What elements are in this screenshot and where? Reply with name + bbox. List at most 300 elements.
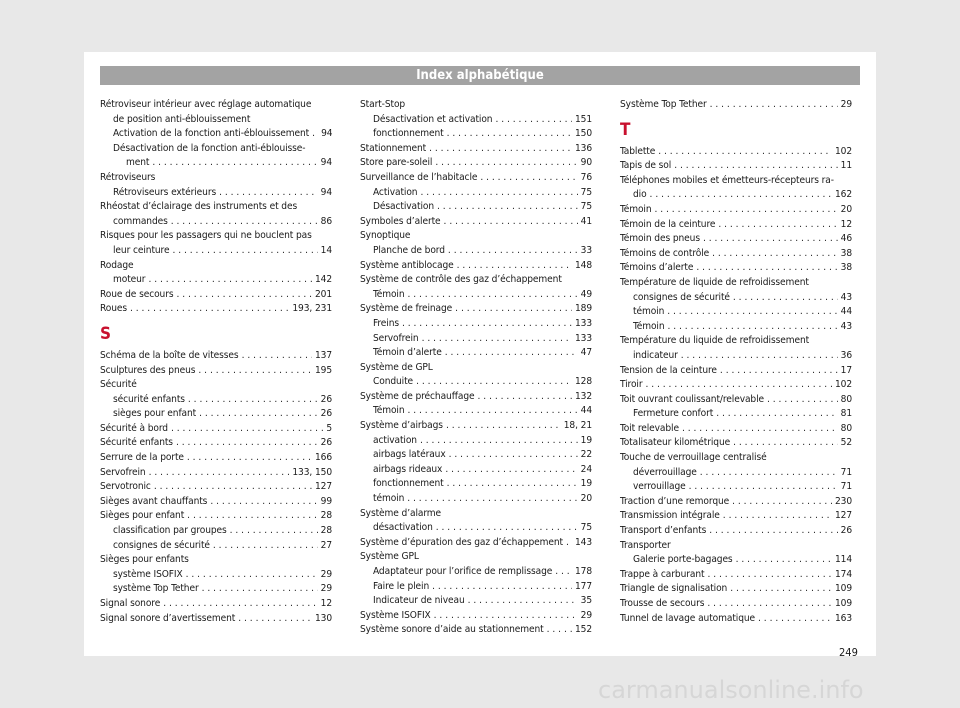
index-heading: Rodage <box>100 259 134 271</box>
entry-label: Témoin des pneus <box>620 233 700 245</box>
entry-label: Sécurité enfants <box>100 437 173 449</box>
dot-leader <box>148 273 312 288</box>
page-header: Index alphabétique <box>100 66 860 85</box>
index-entry <box>360 448 592 463</box>
dot-leader <box>703 232 838 247</box>
entry-page-ref: 28 <box>320 525 332 537</box>
index-entry <box>620 159 852 174</box>
dot-leader <box>408 288 578 303</box>
entry-label: Activation de la fonction anti-éblouissement <box>113 128 310 140</box>
entry-page-ref: 137 <box>314 349 332 361</box>
index-entry <box>620 305 852 320</box>
dot-leader <box>437 200 578 215</box>
entry-page-ref: 133 <box>574 332 592 344</box>
entry-page-ref: 189 <box>574 303 592 315</box>
index-column-3 <box>620 98 852 626</box>
index-entry <box>360 623 592 638</box>
entry-page-ref: 38 <box>840 262 852 274</box>
entry-label: Faire le plein <box>373 580 430 592</box>
entry-label: Système de freinage <box>360 303 453 315</box>
dot-leader <box>658 145 832 160</box>
entry-label: airbags rideaux <box>373 463 443 475</box>
index-entry <box>620 98 852 113</box>
dot-leader <box>448 244 578 259</box>
entry-page-ref: 80 <box>840 393 852 405</box>
dot-leader <box>171 422 323 437</box>
index-letter: T <box>620 119 631 140</box>
index-heading: Rétroviseurs <box>100 171 156 183</box>
dot-leader <box>720 364 838 379</box>
dot-leader <box>436 521 578 536</box>
index-entry <box>360 127 592 142</box>
dot-leader <box>733 436 838 451</box>
entry-page-ref: 27 <box>320 539 332 551</box>
watermark: carmanualsonline.info <box>598 676 864 704</box>
entry-label: Toit relevable <box>620 422 679 434</box>
index-heading: Risques pour les passagers qui ne bouclent pas <box>100 230 312 242</box>
entry-label: désactivation <box>373 522 433 534</box>
entry-label: Témoin <box>373 288 405 300</box>
index-entry <box>100 244 332 259</box>
entry-label: Système ISOFIX <box>360 609 431 621</box>
index-entry <box>360 302 592 317</box>
entry-label: Planche de bord <box>373 244 445 256</box>
entry-label: fonctionnement <box>373 478 444 490</box>
entry-page-ref: 99 <box>320 495 332 507</box>
entry-label: Fermeture confort <box>633 408 714 420</box>
entry-page-ref: 26 <box>320 437 332 449</box>
entry-page-ref: 29 <box>320 568 332 580</box>
dot-leader <box>447 127 572 142</box>
index-entry <box>620 524 852 539</box>
entry-page-ref: 195 <box>314 364 332 376</box>
entry-label: Tension de la ceinture <box>620 364 717 376</box>
index-entry <box>360 419 592 434</box>
entry-page-ref: 166 <box>314 452 332 464</box>
index-entry <box>620 393 852 408</box>
dot-leader <box>478 390 572 405</box>
index-entry <box>620 407 852 422</box>
index-heading: Température du liquide de refroidissement <box>620 335 810 347</box>
entry-label: Témoin <box>633 320 665 332</box>
index-entry <box>100 466 332 481</box>
entry-page-ref: 109 <box>834 583 852 595</box>
dot-leader <box>650 188 832 203</box>
entry-page-ref: 36 <box>840 349 852 361</box>
entry-label: moteur <box>113 274 146 286</box>
index-entry <box>620 247 852 262</box>
entry-page-ref: 71 <box>840 481 852 493</box>
index-entry <box>360 404 592 419</box>
entry-label: Témoins d’alerte <box>620 262 694 274</box>
entry-label: leur ceinture <box>113 244 170 256</box>
dot-leader <box>732 495 832 510</box>
dot-leader <box>446 419 561 434</box>
dot-leader <box>682 422 838 437</box>
index-entry <box>100 480 332 495</box>
index-entry <box>620 553 852 568</box>
entry-page-ref: 81 <box>840 408 852 420</box>
index-entry <box>360 171 592 186</box>
index-heading: Rétroviseur intérieur avec réglage automatique <box>100 99 312 110</box>
index-entry <box>100 302 332 317</box>
entry-label: Galerie porte-bagages <box>633 554 733 566</box>
entry-label: verrouillage <box>633 481 686 493</box>
entry-page-ref: 102 <box>834 379 852 391</box>
entry-label: Serrure de la porte <box>100 452 184 464</box>
entry-page-ref: 75 <box>580 522 592 534</box>
index-entry <box>100 597 332 612</box>
dot-leader <box>154 480 312 495</box>
index-heading: Système de GPL <box>360 361 433 373</box>
dot-leader <box>198 364 312 379</box>
index-heading: Téléphones mobiles et émetteurs-récepteurs ra- <box>620 174 834 186</box>
entry-page-ref: 177 <box>574 580 592 592</box>
entry-page-ref: 128 <box>574 376 592 388</box>
index-entry <box>620 203 852 218</box>
entry-page-ref: 29 <box>580 609 592 621</box>
entry-page-ref: 5 <box>326 422 332 434</box>
entry-page-ref: 114 <box>834 554 852 566</box>
index-entry <box>100 186 332 201</box>
dot-leader <box>455 302 572 317</box>
dot-leader <box>707 568 832 583</box>
dot-leader <box>420 434 578 449</box>
entry-label: fonctionnement <box>373 128 444 140</box>
entry-label: Transmission intégrale <box>620 510 720 522</box>
entry-label: Tiroir <box>620 379 643 391</box>
entry-page-ref: 33 <box>580 244 592 256</box>
dot-leader <box>407 492 577 507</box>
entry-label: indicateur <box>633 349 678 361</box>
index-entry <box>100 407 332 422</box>
entry-label: Désactivation <box>373 201 434 213</box>
dot-leader <box>689 480 838 495</box>
dot-leader <box>429 142 572 157</box>
entry-label: Témoins de contrôle <box>620 247 710 259</box>
entry-page-ref: 14 <box>320 244 332 256</box>
index-entry <box>360 317 592 332</box>
index-entry <box>360 288 592 303</box>
dot-leader <box>202 582 318 597</box>
index-entry <box>360 594 592 609</box>
page-number: 249 <box>839 646 858 659</box>
index-entry <box>100 568 332 583</box>
dot-leader <box>555 565 572 580</box>
index-entry <box>100 393 332 408</box>
entry-page-ref: 76 <box>580 171 592 183</box>
entry-label: Triangle de signalisation <box>620 583 728 595</box>
entry-label: activation <box>373 434 417 446</box>
index-entry <box>100 612 332 627</box>
dot-leader <box>445 463 577 478</box>
index-entry <box>360 565 592 580</box>
dot-leader <box>707 597 832 612</box>
dot-leader <box>681 349 838 364</box>
dot-leader <box>667 305 837 320</box>
entry-page-ref: 19 <box>580 434 592 446</box>
dot-leader <box>187 509 317 524</box>
entry-label: classification par groupes <box>113 525 227 537</box>
entry-page-ref: 150 <box>574 128 592 140</box>
index-heading: de position anti-éblouissement <box>113 113 251 125</box>
dot-leader <box>230 524 318 539</box>
entry-label: Totalisateur kilométrique <box>620 437 731 449</box>
dot-leader <box>736 553 832 568</box>
index-entry <box>620 436 852 451</box>
entry-label: Témoin <box>373 405 405 417</box>
dot-leader <box>422 332 572 347</box>
index-heading: Start-Stop <box>360 99 406 110</box>
entry-label: Schéma de la boîte de vitesses <box>100 349 239 361</box>
entry-page-ref: 174 <box>834 568 852 580</box>
index-entry <box>100 215 332 230</box>
entry-label: Système Top Tether <box>620 99 707 110</box>
index-entry <box>360 390 592 405</box>
dot-leader <box>645 378 831 393</box>
entry-label: témoin <box>633 306 665 318</box>
index-entry <box>100 273 332 288</box>
dot-leader <box>312 127 318 142</box>
entry-page-ref: 28 <box>320 510 332 522</box>
dot-leader <box>210 495 317 510</box>
entry-page-ref: 148 <box>574 259 592 271</box>
dot-leader <box>480 171 577 186</box>
entry-page-ref: 127 <box>314 481 332 493</box>
index-entry <box>360 200 592 215</box>
dot-leader <box>163 597 317 612</box>
entry-label: témoin <box>373 493 405 505</box>
entry-label: Système d’airbags <box>360 420 443 432</box>
entry-page-ref: 17 <box>840 364 852 376</box>
entry-page-ref: 26 <box>840 525 852 537</box>
entry-label: Sièges avant chauffants <box>100 495 208 507</box>
entry-label: Rétroviseurs extérieurs <box>113 186 217 198</box>
entry-label: commandes <box>113 215 168 227</box>
index-heading: Touche de verrouillage centralisé <box>620 452 767 464</box>
entry-label: Stationnement <box>360 142 427 154</box>
entry-page-ref: 152 <box>574 624 592 636</box>
entry-label: Système d’épuration des gaz d’échappement <box>360 536 563 548</box>
entry-page-ref: 41 <box>580 215 592 227</box>
entry-page-ref: 230 <box>834 495 852 507</box>
entry-label: Roues <box>100 303 127 315</box>
index-entry <box>620 349 852 364</box>
dot-leader <box>199 407 318 422</box>
index-entry <box>620 188 852 203</box>
index-entry <box>360 492 592 507</box>
entry-page-ref: 12 <box>840 218 852 230</box>
entry-page-ref: 75 <box>580 201 592 213</box>
dot-leader <box>172 244 317 259</box>
index-column-1 <box>100 98 332 626</box>
index-heading: Synoptique <box>360 230 411 242</box>
entry-page-ref: 20 <box>580 493 592 505</box>
index-entry <box>100 436 332 451</box>
entry-page-ref: 80 <box>840 422 852 434</box>
index-entry <box>620 582 852 597</box>
dot-leader <box>435 156 577 171</box>
index-entry <box>620 320 852 335</box>
entry-page-ref: 90 <box>580 157 592 169</box>
index-entry <box>620 480 852 495</box>
entry-label: Témoin de la ceinture <box>620 218 716 230</box>
dot-leader <box>432 580 572 595</box>
dot-leader <box>176 288 312 303</box>
entry-label: Trappe à carburant <box>620 568 705 580</box>
index-entry <box>360 536 592 551</box>
entry-page-ref: 46 <box>840 233 852 245</box>
index-entry <box>100 156 332 171</box>
dot-leader <box>402 317 572 332</box>
dot-leader <box>710 98 838 113</box>
index-entry <box>360 463 592 478</box>
index-entry <box>620 218 852 233</box>
entry-label: Adaptateur pour l’orifice de remplissage <box>373 566 553 577</box>
entry-page-ref: 26 <box>320 408 332 420</box>
index-heading: Température de liquide de refroidissement <box>620 276 809 288</box>
entry-page-ref: 43 <box>840 320 852 332</box>
index-entry <box>100 451 332 466</box>
dot-leader <box>733 291 838 306</box>
dot-leader <box>186 568 318 583</box>
entry-label: Témoin d’alerte <box>373 347 442 359</box>
index-heading: Système de contrôle des gaz d’échappement <box>360 274 562 286</box>
entry-label: Toit ouvrant coulissant/relevable <box>620 393 765 405</box>
dot-leader <box>449 448 578 463</box>
entry-label: Activation <box>373 186 418 198</box>
dot-leader <box>730 582 832 597</box>
dot-leader <box>238 612 312 627</box>
dot-leader <box>187 451 312 466</box>
entry-page-ref: 12 <box>320 598 332 609</box>
entry-label: consignes de sécurité <box>633 291 730 303</box>
index-letter: S <box>100 323 111 344</box>
index-entry <box>620 568 852 583</box>
entry-page-ref: 29 <box>320 583 332 595</box>
entry-page-ref: 75 <box>580 186 592 198</box>
dot-leader <box>716 407 837 422</box>
entry-page-ref: 35 <box>580 595 592 607</box>
index-entry <box>360 580 592 595</box>
index-entry <box>620 495 852 510</box>
entry-page-ref: 133 <box>574 317 592 329</box>
index-entry <box>100 509 332 524</box>
dot-leader <box>547 623 572 638</box>
entry-page-ref: 132 <box>574 390 592 402</box>
entry-label: système Top Tether <box>113 583 199 595</box>
entry-page-ref: 133, 150 <box>292 466 332 478</box>
entry-page-ref: 178 <box>574 566 592 577</box>
entry-page-ref: 49 <box>580 288 592 300</box>
dot-leader <box>213 539 318 554</box>
entry-label: Système sonore d’aide au stationnement <box>360 624 544 636</box>
entry-label: ment <box>126 157 150 169</box>
index-entry <box>620 612 852 627</box>
entry-page-ref: 86 <box>320 215 332 227</box>
dot-leader <box>674 159 837 174</box>
index-entry <box>360 477 592 492</box>
index-entry <box>360 375 592 390</box>
dot-leader <box>696 261 837 276</box>
index-heading: Système GPL <box>360 551 419 563</box>
entry-page-ref: 201 <box>314 288 332 300</box>
dot-leader <box>712 247 838 262</box>
dot-leader <box>447 477 578 492</box>
dot-leader <box>758 612 832 627</box>
entry-label: Tapis de sol <box>620 160 672 172</box>
dot-leader <box>655 203 838 218</box>
index-entry <box>100 524 332 539</box>
dot-leader <box>457 259 572 274</box>
dot-leader <box>420 186 577 201</box>
entry-label: Roue de secours <box>100 288 174 300</box>
entry-label: Trousse de secours <box>620 598 705 609</box>
entry-label: Signal sonore <box>100 598 161 609</box>
dot-leader <box>700 466 838 481</box>
dot-leader <box>416 375 572 390</box>
entry-page-ref: 151 <box>574 113 592 125</box>
entry-page-ref: 143 <box>574 536 592 548</box>
entry-label: Sécurité à bord <box>100 422 168 434</box>
index-entry <box>100 539 332 554</box>
entry-label: Traction d’une remorque <box>620 495 730 507</box>
entry-page-ref: 136 <box>574 142 592 154</box>
dot-leader <box>723 509 832 524</box>
entry-label: Freins <box>373 317 399 329</box>
entry-page-ref: 109 <box>834 598 852 609</box>
index-entry <box>100 364 332 379</box>
entry-label: airbags latéraux <box>373 449 446 461</box>
entry-page-ref: 52 <box>840 437 852 449</box>
entry-label: dio <box>633 189 647 201</box>
index-entry <box>620 232 852 247</box>
index-entry <box>360 521 592 536</box>
entry-label: consignes de sécurité <box>113 539 210 551</box>
index-entry <box>620 145 852 160</box>
entry-label: Tablette <box>620 145 656 157</box>
entry-label: Indicateur de niveau <box>373 595 465 607</box>
entry-label: Signal sonore d’avertissement <box>100 612 236 624</box>
entry-page-ref: 71 <box>840 466 852 478</box>
index-heading: Désactivation de la fonction anti-éblouisse- <box>113 142 306 154</box>
entry-label: Servofrein <box>373 332 419 344</box>
dot-leader <box>242 349 312 364</box>
index-entry <box>100 127 332 142</box>
index-heading: Système d’alarme <box>360 507 442 519</box>
index-heading: Rhéostat d’éclairage des instruments et des <box>100 201 298 213</box>
index-entry <box>620 466 852 481</box>
entry-page-ref: 163 <box>834 612 852 624</box>
entry-label: Store pare-soleil <box>360 157 433 169</box>
dot-leader <box>152 156 317 171</box>
entry-page-ref: 26 <box>320 393 332 405</box>
entry-page-ref: 20 <box>840 203 852 215</box>
entry-label: Symboles d’alerte <box>360 215 441 227</box>
dot-leader <box>767 393 838 408</box>
entry-label: déverrouillage <box>633 466 697 478</box>
dot-leader <box>219 186 318 201</box>
entry-page-ref: 130 <box>314 612 332 624</box>
entry-page-ref: 22 <box>580 449 592 461</box>
entry-page-ref: 44 <box>580 405 592 417</box>
entry-page-ref: 94 <box>320 186 332 198</box>
index-entry <box>360 113 592 128</box>
entry-label: Sièges pour enfant <box>100 510 185 522</box>
index-entry <box>100 422 332 437</box>
entry-label: Système antiblocage <box>360 259 454 271</box>
dot-leader <box>130 302 289 317</box>
